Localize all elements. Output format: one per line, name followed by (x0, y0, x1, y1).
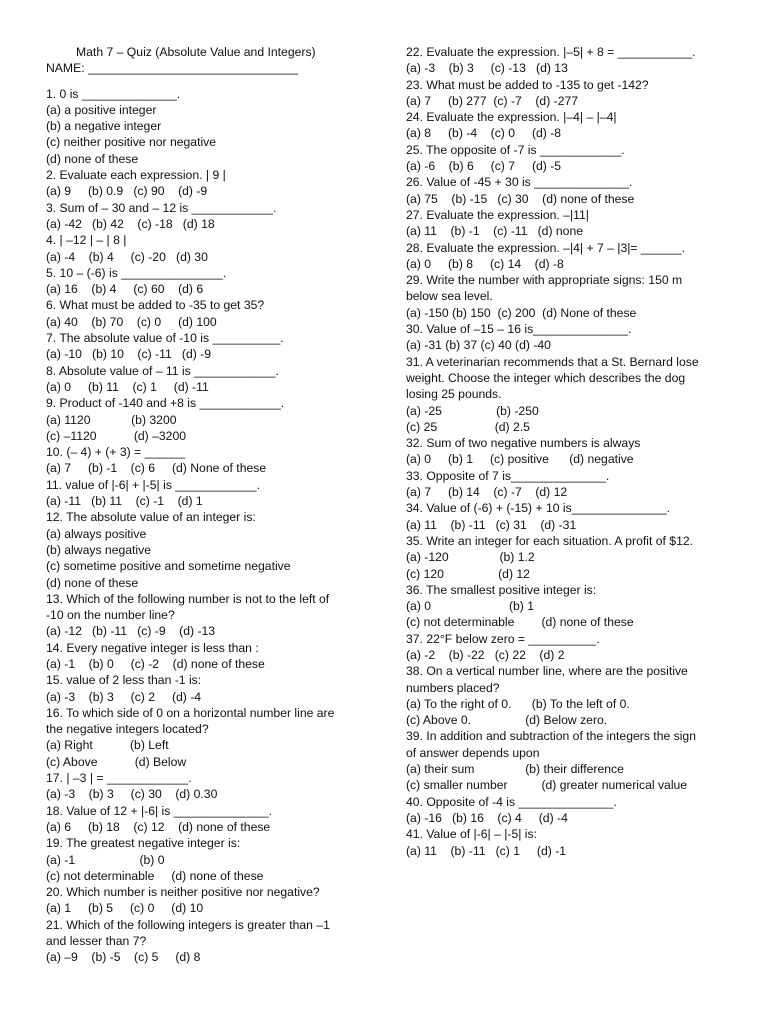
question-text: 11. value of |-6| + |-5| is ____________. (46, 477, 261, 492)
question-text: 18. Value of 12 + |-6| is ______________. (46, 803, 272, 818)
question-text-continued: -10 on the number line? (46, 608, 175, 623)
answer-options: (a) 40 (b) 70 (c) 0 (d) 100 (46, 314, 217, 329)
question-text: 9. Product of -140 and +8 is ____________. (46, 396, 285, 411)
answer-options: (a) –9 (b) -5 (c) 5 (d) 8 (46, 950, 201, 965)
answer-options: (c) Above (d) Below (46, 754, 187, 769)
answer-options: (a) -2 (b) -22 (c) 22 (d) 2 (406, 647, 565, 662)
question-text: 32. Sum of two negative numbers is always (406, 436, 641, 451)
question-text: 19. The greatest negative integer is: (46, 836, 241, 851)
question-text-continued: numbers placed? (406, 680, 500, 695)
question-text: 15. value of 2 less than -1 is: (46, 673, 202, 688)
answer-options: (a) -1 (b) 0 (c) -2 (d) none of these (46, 656, 265, 671)
question-text: 16. To which side of 0 on a horizontal number line are (46, 705, 335, 720)
question-text-continued: and lesser than 7? (46, 934, 147, 949)
answer-options: (a) -1 (b) 0 (46, 852, 165, 867)
answer-options: (a) 6 (b) 18 (c) 12 (d) none of these (46, 819, 271, 834)
answer-options: (a) -3 (b) 3 (c) 30 (d) 0.30 (46, 787, 218, 802)
answer-options: (a) -3 (b) 3 (c) 2 (d) -4 (46, 689, 202, 704)
question-text: 29. Write the number with appropriate signs: 150 m (406, 273, 683, 288)
question-text: 6. What must be added to -35 to get 35? (46, 298, 265, 313)
question-text: 31. A veterinarian recommends that a St. Bernard lose (406, 354, 699, 369)
question-text: 12. The absolute value of an integer is: (46, 510, 256, 525)
answer-options: (d) none of these (46, 151, 139, 166)
answer-options: (a) 75 (b) -15 (c) 30 (d) none of these (406, 191, 635, 206)
answer-options: (a) 11 (b) -1 (c) -11 (d) none (406, 224, 583, 239)
question-text: 28. Evaluate the expression. –|4| + 7 – |3|= ______. (406, 240, 685, 255)
question-text: 34. Value of (-6) + (-15) + 10 is______________. (406, 501, 671, 516)
answer-options: (a) -42 (b) 42 (c) -18 (d) 18 (46, 216, 215, 231)
answer-options: (b) always negative (46, 542, 151, 557)
answer-options: (c) not determinable (d) none of these (46, 868, 264, 883)
question-text: 26. Value of -45 + 30 is ______________. (406, 175, 633, 190)
question-text: 36. The smallest positive integer is: (406, 582, 597, 597)
question-text: 39. In addition and subtraction of the integers the sign (406, 729, 696, 744)
answer-options: (a) 7 (b) 277 (c) -7 (d) -277 (406, 93, 579, 108)
answer-options: (c) 120 (d) 12 (406, 566, 530, 581)
question-text: 4. | –12 | – | 8 | (46, 233, 127, 248)
answer-options: (b) a negative integer (46, 119, 162, 134)
answer-options: (a) -25 (b) -250 (406, 403, 539, 418)
question-text: 24. Evaluate the expression. |–4| – |–4| (406, 110, 617, 125)
question-text: 5. 10 – (-6) is _______________. (46, 265, 227, 280)
question-text: 7. The absolute value of -10 is __________. (46, 331, 284, 346)
question-text: 35. Write an integer for each situation. A profit of $12. (406, 533, 694, 548)
answer-options: (a) 7 (b) 14 (c) -7 (d) 12 (406, 485, 568, 500)
right-question-list (406, 44, 736, 859)
answer-options: (a) 0 (b) 11 (c) 1 (d) -11 (46, 379, 209, 394)
question-text: 41. Value of |-6| – |-5| is: (406, 827, 537, 842)
answer-options: (a) 1120 (b) 3200 (46, 412, 177, 427)
answer-options: (d) none of these (46, 575, 139, 590)
answer-options: (a) -10 (b) 10 (c) -11 (d) -9 (46, 347, 212, 362)
answer-options: (a) 0 (b) 1 (c) positive (d) negative (406, 452, 634, 467)
answer-options: (a) a positive integer (46, 102, 157, 117)
answer-options: (a) Right (b) Left (46, 738, 169, 753)
question-text: 20. Which number is neither positive nor negative? (46, 885, 320, 900)
answer-options: (a) 7 (b) -1 (c) 6 (d) None of these (46, 461, 267, 476)
question-text: 27. Evaluate the expression. –|11| (406, 207, 589, 222)
question-text: 37. 22°F below zero = __________. (406, 631, 600, 646)
answer-options: (a) -3 (b) 3 (c) -13 (d) 13 (406, 61, 568, 76)
answer-options: (a) -31 (b) 37 (c) 40 (d) -40 (406, 338, 551, 353)
question-text: 23. What must be added to -135 to get -142? (406, 77, 649, 92)
quiz-title: Math 7 – Quiz (Absolute Value and Integers) (76, 45, 316, 59)
right-column (406, 44, 736, 859)
answer-options: (c) neither positive nor negative (46, 135, 217, 150)
question-text-continued: losing 25 pounds. (406, 387, 502, 402)
question-text: 2. Evaluate each expression. | 9 | (46, 168, 226, 183)
answer-options: (a) 9 (b) 0.9 (c) 90 (d) -9 (46, 184, 208, 199)
answer-options: (c) smaller number (d) greater numerical value (406, 778, 688, 793)
question-text: 22. Evaluate the expression. |–5| + 8 = ___________. (406, 45, 696, 59)
spacer (46, 77, 366, 86)
left-column (46, 44, 366, 966)
question-text: 25. The opposite of -7 is ____________. (406, 142, 625, 157)
answer-options: (a) -150 (b) 150 (c) 200 (d) None of these (406, 305, 637, 320)
question-text: 17. | –3 | = ____________. (46, 771, 192, 786)
question-text: 33. Opposite of 7 is______________. (406, 468, 610, 483)
answer-options: (a) 11 (b) -11 (c) 1 (d) -1 (406, 843, 567, 858)
answer-options: (a) -16 (b) 16 (c) 4 (d) -4 (406, 810, 568, 825)
question-text: 8. Absolute value of – 11 is ____________. (46, 363, 279, 378)
answer-options: (a) 0 (b) 8 (c) 14 (d) -8 (406, 256, 564, 271)
answer-options: (a) 8 (b) -4 (c) 0 (d) -8 (406, 126, 562, 141)
answer-options: (a) -11 (b) 11 (c) -1 (d) 1 (46, 494, 203, 509)
question-text-continued: weight. Choose the integer which describes the dog (406, 370, 686, 385)
answer-options: (c) not determinable (d) none of these (406, 615, 634, 630)
answer-options: (a) their sum (b) their difference (406, 762, 624, 777)
question-text: 14. Every negative integer is less than : (46, 640, 259, 655)
answer-options: (c) 25 (d) 2.5 (406, 419, 530, 434)
left-question-list (46, 86, 366, 966)
question-text: 30. Value of –15 – 16 is______________. (406, 322, 632, 337)
question-text-continued: below sea level. (406, 289, 493, 304)
answer-options: (a) -6 (b) 6 (c) 7 (d) -5 (406, 159, 562, 174)
answer-options: (a) -4 (b) 4 (c) -20 (d) 30 (46, 249, 208, 264)
answer-options: (a) 1 (b) 5 (c) 0 (d) 10 (46, 901, 204, 916)
question-text: 38. On a vertical number line, where are the positive (406, 664, 688, 679)
answer-options: (a) To the right of 0. (b) To the left of 0. (406, 696, 630, 711)
question-text: 40. Opposite of -4 is ______________. (406, 794, 617, 809)
name-field-label: NAME: _______________________________ (46, 61, 299, 76)
answer-options: (a) always positive (46, 526, 147, 541)
answer-options: (c) sometime positive and sometime negative (46, 559, 291, 574)
answer-options: (a) -12 (b) -11 (c) -9 (d) -13 (46, 624, 216, 639)
answer-options: (a) 11 (b) -11 (c) 31 (d) -31 (406, 517, 577, 532)
answer-options: (a) 16 (b) 4 (c) 60 (d) 6 (46, 282, 204, 297)
question-text: 3. Sum of – 30 and – 12 is ____________. (46, 200, 277, 215)
question-text-continued: the negative integers located? (46, 722, 209, 737)
question-text: 21. Which of the following integers is greater than –1 (46, 917, 330, 932)
question-text: 10. (– 4) + (+ 3) = ______ (46, 445, 186, 460)
question-text: 1. 0 is ______________. (46, 86, 181, 101)
answer-options: (c) Above 0. (d) Below zero. (406, 713, 608, 728)
answer-options: (a) 0 (b) 1 (406, 599, 534, 614)
question-text: 13. Which of the following number is not to the left of (46, 591, 330, 606)
answer-options: (a) -120 (b) 1.2 (406, 550, 535, 565)
question-text-continued: of answer depends upon (406, 745, 540, 760)
answer-options: (c) –1120 (d) –3200 (46, 428, 187, 443)
